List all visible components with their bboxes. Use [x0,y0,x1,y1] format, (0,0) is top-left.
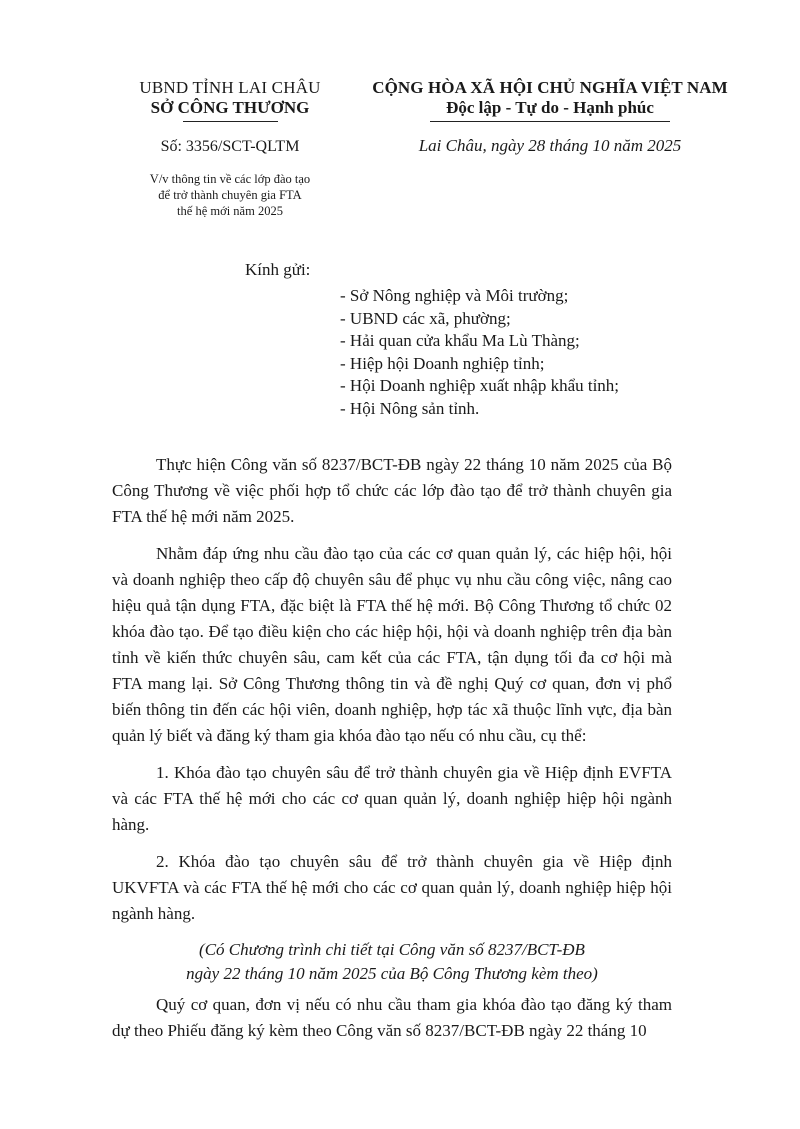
national-motto: Độc lập - Tự do - Hạnh phúc [446,98,654,117]
body-paragraph: Nhằm đáp ứng nhu cầu đào tạo của các cơ quan quản lý, các hiệp hội, hội và doanh nghiệp theo cấp độ chuyên sâu để phục vụ nhu cầu công việc, nâng cao hiệu quả tận dụng FTA, đặc biệt là FTA thế hệ mới. Bộ Công Thương tổ chức 02 khóa đào tạo. Để tạo điều kiện cho các hiệp hội, hội và doanh nghiệp trên địa bàn tỉnh về kiến thức chuyên sâu, cam kết của các FTA, tận dụng tối đa cơ hội mà FTA mang lại. Sở Công Thương thông tin và đề nghị Quý cơ quan, đơn vị phổ biến thông tin đến các hội viên, doanh nghiệp, hợp tác xã thuộc lĩnh vực, địa bàn quản lý biết và đăng ký tham gia khóa đào tạo nếu có nhu cầu, cụ thể: [112,544,672,745]
parent-organization: UBND TỈNH LAI CHÂU [139,78,321,97]
agency-underline [183,121,278,122]
place-and-date: Lai Châu, ngày 28 tháng 10 năm 2025 [418,136,682,155]
subject-line: V/v thông tin về các lớp đào tạo [149,172,311,186]
attachment-note [112,938,672,986]
issuing-agency-block [110,78,350,219]
document-number: Số: 3356/SCT-QLTM [160,138,300,155]
recipient-item: - UBND các xã, phường; [340,308,511,328]
document-body [112,452,672,1044]
motto-underline [430,121,670,122]
organization-name: SỞ CÔNG THƯƠNG [150,98,310,117]
body-paragraph: Thực hiện Công văn số 8237/BCT-ĐB ngày 22 tháng 10 năm 2025 của Bộ Công Thương về việc phối hợp tổ chức các lớp đào tạo để trở thành chuyên gia FTA thế hệ mới năm 2025. [112,455,672,526]
recipient-item: - Hội Doanh nghiệp xuất nhập khẩu tỉnh; [340,376,620,395]
recipient-list [340,285,619,420]
training-course-item: 2. Khóa đào tạo chuyên sâu để trở thành chuyên gia về Hiệp định UKVFTA và các FTA thế hệ mới cho các cơ quan quản lý, doanh nghiệp hiệp hội ngành hàng. [112,852,672,923]
national-header-block [330,78,770,156]
national-title: CỘNG HÒA XÃ HỘI CHỦ NGHĨA VIỆT NAM [372,78,728,97]
attachment-note-line: ngày 22 tháng 10 năm 2025 của Bộ Công Thương kèm theo) [186,964,598,983]
recipient-item: - Hải quan cửa khẩu Ma Lù Thàng; [340,331,580,350]
recipient-item: - Sở Nông nghiệp và Môi trường; [340,286,569,305]
recipient-item: - Hiệp hội Doanh nghiệp tỉnh; [340,353,545,373]
subject-line: để trở thành chuyên gia FTA [158,188,302,202]
subject-line: thế hệ mới năm 2025 [177,204,283,218]
body-paragraph: Quý cơ quan, đơn vị nếu có nhu cầu tham gia khóa đào tạo đăng ký tham dự theo Phiếu đăng ký kèm theo Công văn số 8237/BCT-ĐB ngày 22 tháng 10 [112,995,672,1040]
recipient-item: - Hội Nông sản tỉnh. [340,398,480,418]
attachment-note-line: (Có Chương trình chi tiết tại Công văn số 8237/BCT-ĐB [199,940,585,959]
training-course-item: 1. Khóa đào tạo chuyên sâu để trở thành chuyên gia về Hiệp định EVFTA và các FTA thế hệ mới cho các cơ quan quản lý, doanh nghiệp hiệp hội ngành hàng. [112,763,672,834]
greeting: Kính gửi: [245,260,311,279]
document-subject [110,171,350,219]
